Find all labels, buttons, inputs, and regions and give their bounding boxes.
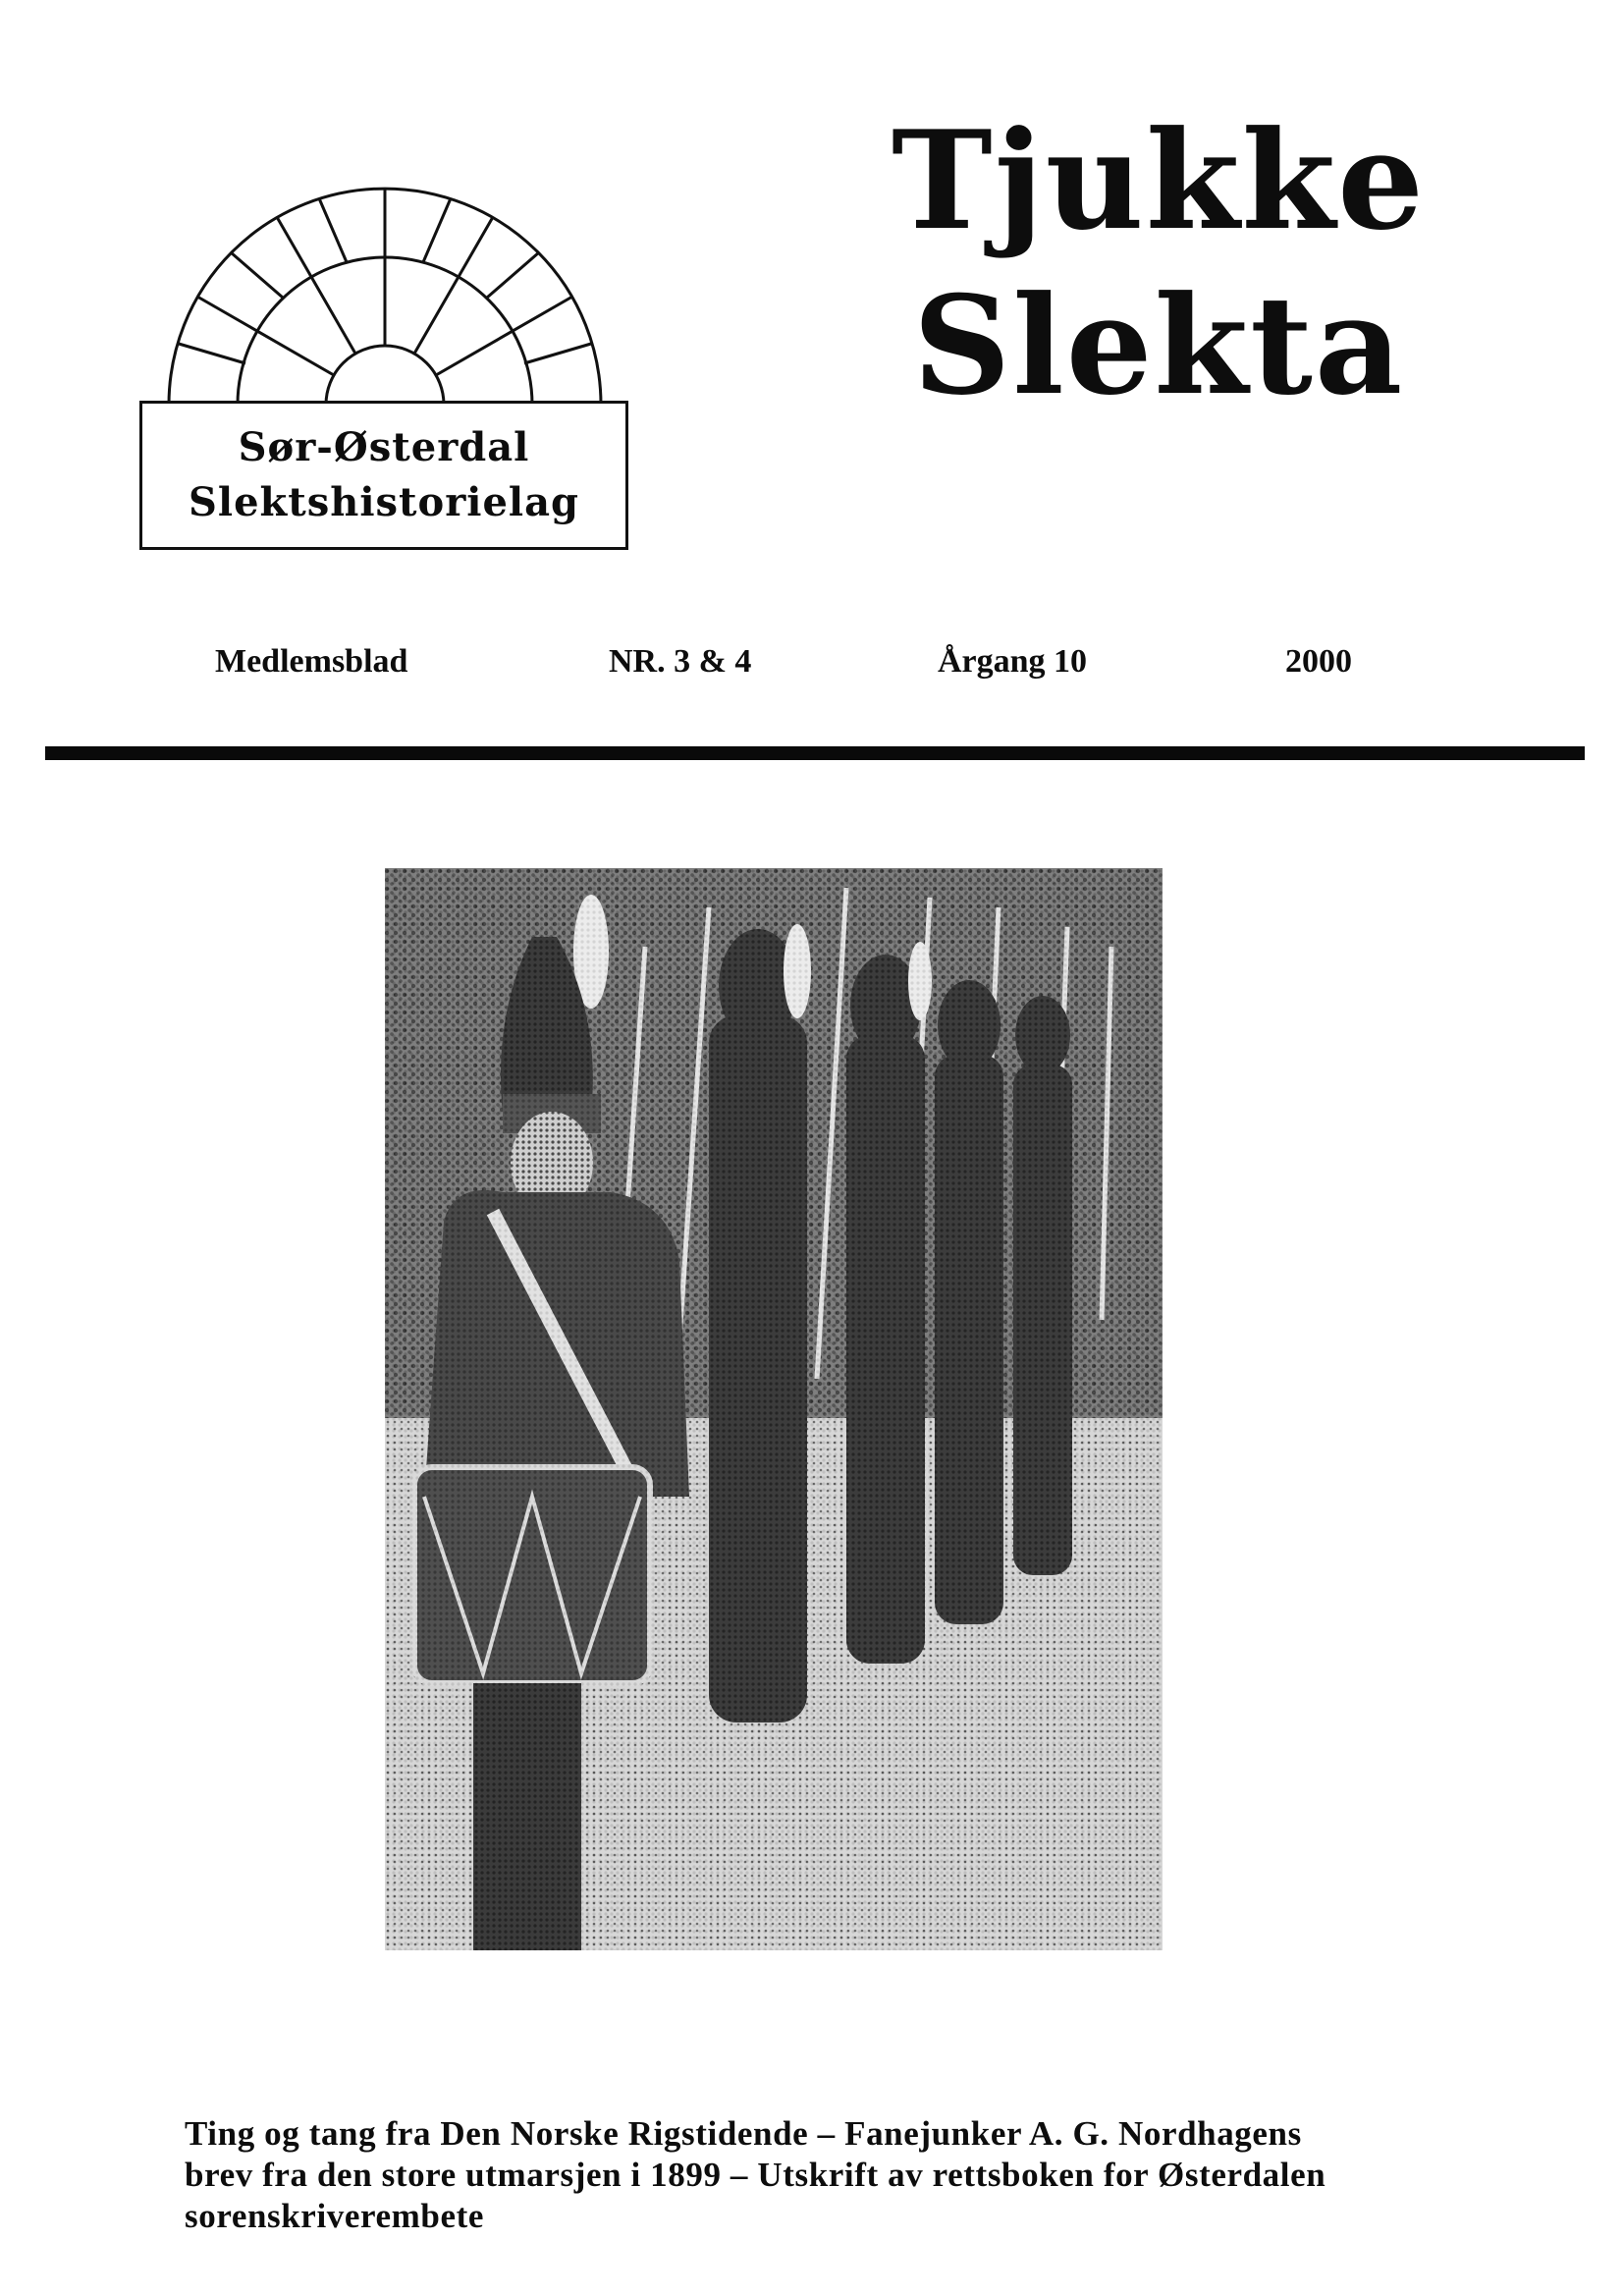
contents-caption bbox=[185, 2113, 1481, 2237]
caption-line-1: Ting og tang fra Den Norske Rigstidende – Fanejunker A. G. Nordhagens bbox=[185, 2114, 1302, 2153]
issue-year: 2000 bbox=[1285, 643, 1352, 680]
caption-line-3: sorenskriverembete bbox=[185, 2197, 484, 2235]
photo-grain bbox=[385, 868, 1163, 1950]
society-name-line-2: Slektshistorielag bbox=[189, 479, 579, 525]
masthead-title-line-1: Tjukke bbox=[892, 100, 1426, 260]
caption-line-2: brev fra den store utmarsjen i 1899 – Utskrift av rettsboken for Østerdalen bbox=[185, 2156, 1326, 2194]
society-name-line-1: Sør-Østerdal bbox=[238, 424, 530, 470]
arch-brick-line bbox=[487, 252, 539, 298]
cover-photo bbox=[385, 868, 1163, 1950]
arch-brick-line bbox=[524, 344, 591, 363]
arch-brick-line bbox=[423, 198, 451, 262]
arch-emblem bbox=[135, 187, 636, 412]
arch-spoke bbox=[436, 297, 572, 375]
society-logo bbox=[135, 187, 636, 570]
arch-brick-line bbox=[319, 198, 347, 262]
arch-spoke bbox=[197, 297, 334, 375]
arch-spoke bbox=[277, 217, 355, 354]
issue-number: NR. 3 & 4 bbox=[609, 643, 752, 680]
arch-brick-line bbox=[231, 252, 283, 298]
header-divider bbox=[45, 746, 1585, 760]
arch-spoke bbox=[414, 217, 493, 354]
publication-type: Medlemsblad bbox=[215, 643, 408, 680]
society-name-box bbox=[139, 401, 628, 550]
arch-inner-ring bbox=[326, 346, 444, 405]
arch-brick-line bbox=[179, 344, 245, 363]
marching-soldiers-illustration bbox=[385, 868, 1163, 1950]
volume-number: Årgang 10 bbox=[938, 643, 1088, 680]
masthead-title bbox=[864, 98, 1453, 428]
masthead-title-line-2: Slekta bbox=[912, 265, 1405, 425]
